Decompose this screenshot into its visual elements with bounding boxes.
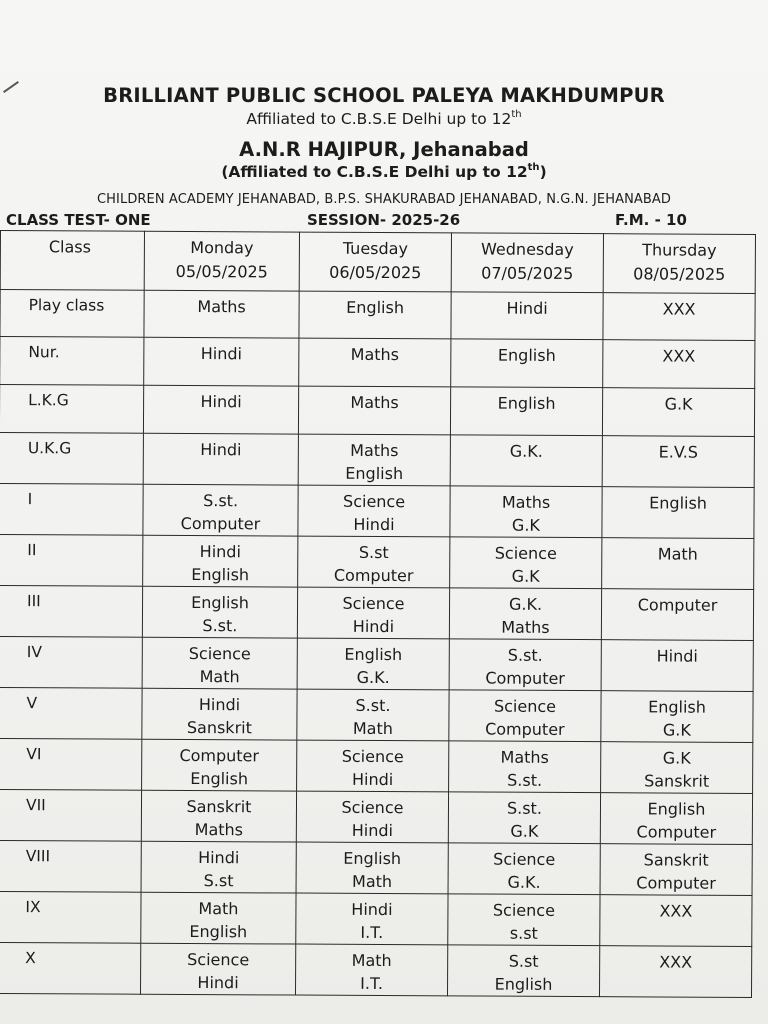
subject-cell-tuesday: [298, 485, 450, 537]
subject-cell-wednesday: [448, 843, 600, 895]
subject-name: Science: [343, 491, 406, 512]
subject-name: Science: [187, 949, 250, 970]
subject-cell-monday: [142, 586, 297, 638]
subject-name: Hindi: [198, 848, 240, 868]
subject-name: Sanskrit: [186, 796, 252, 817]
subject-cell-tuesday: [298, 386, 450, 435]
subject-cell-wednesday: [450, 486, 602, 538]
table-row: [0, 483, 754, 538]
class-cell: VIII: [0, 840, 141, 892]
subject-cell-monday: [143, 385, 298, 434]
subject-name: English: [189, 922, 248, 942]
subject-name: Maths: [350, 344, 400, 365]
class-cell: U.K.G: [0, 432, 143, 484]
subject-name: Maths: [501, 492, 551, 512]
table-row: [0, 942, 752, 997]
subject-cell-tuesday: [297, 587, 449, 639]
affiliation-text-2: (Affiliated to C.B.S.E Delhi up to 12: [221, 163, 528, 181]
subject-cell-thursday: [601, 640, 753, 692]
subject-cell-wednesday: [448, 894, 600, 946]
subject-name: XXX: [659, 952, 693, 972]
subject-cell-thursday: [603, 293, 755, 341]
subject-name: S.st.: [202, 616, 238, 636]
table-row: [0, 385, 755, 437]
timetable-body: [0, 290, 755, 998]
subject-name: S.st: [358, 542, 389, 563]
subject-name: Science: [493, 849, 556, 869]
subject-cell-tuesday: [298, 434, 450, 486]
subject-name: Hindi: [656, 646, 698, 666]
subject-name: XXX: [659, 901, 693, 921]
subject-cell-monday: [142, 739, 297, 791]
subject-name: Math: [198, 899, 239, 919]
table-row: [0, 534, 754, 589]
subject-name: English: [647, 799, 706, 819]
subject-name: Math: [351, 950, 392, 971]
subject-name: English: [191, 593, 249, 613]
subject-name: G.K: [664, 394, 693, 414]
day-date: 05/05/2025: [175, 261, 268, 282]
subject-name: English: [494, 974, 553, 994]
subject-name: Maths: [350, 440, 399, 461]
subject-name: Computer: [179, 745, 260, 766]
table-row: [0, 891, 752, 946]
subject-name: Science: [493, 696, 557, 716]
subject-name: Math: [657, 544, 698, 564]
subject-name: Maths: [197, 297, 246, 317]
subject-name: English: [648, 697, 706, 717]
day-date: 08/05/2025: [633, 264, 726, 284]
subject-cell-thursday: [600, 895, 752, 947]
subject-name: Science: [341, 797, 404, 818]
subject-name: S.st: [203, 871, 234, 891]
day-date: 06/05/2025: [329, 262, 422, 283]
subject-name: S.st.: [506, 798, 542, 818]
subject-name: Computer: [485, 668, 565, 688]
subject-name: English: [497, 345, 556, 365]
class-cell: III: [0, 585, 143, 637]
subject-name: S.st.: [355, 695, 391, 716]
table-row: [0, 432, 754, 487]
subject-name: Science: [188, 643, 251, 664]
subject-cell-monday: [143, 535, 298, 587]
exam-timetable: [0, 230, 756, 998]
subject-cell-tuesday: [296, 893, 448, 945]
subject-cell-monday: [143, 433, 298, 485]
subject-cell-tuesday: [296, 842, 448, 894]
subject-cell-thursday: [603, 340, 755, 389]
subject-cell-wednesday: [450, 537, 602, 589]
subject-name: Computer: [636, 822, 717, 842]
affiliation-sup-1: th: [511, 109, 522, 120]
subject-name: Science: [341, 746, 404, 767]
subject-name: English: [497, 393, 556, 413]
class-cell: I: [0, 483, 143, 535]
class-header: Class: [0, 231, 144, 291]
table-row: [0, 290, 755, 341]
subject-name: Math: [199, 667, 240, 687]
subject-cell-wednesday: [450, 387, 602, 436]
subject-cell-wednesday: [449, 741, 601, 793]
subject-name: s.st: [509, 923, 538, 943]
subject-cell-wednesday: [449, 588, 601, 640]
subject-cell-tuesday: [296, 791, 448, 843]
subject-name: G.K: [510, 821, 539, 841]
subject-cell-wednesday: [449, 639, 601, 691]
subject-cell-tuesday: [298, 536, 450, 588]
subject-cell-thursday: [599, 946, 751, 998]
subject-name: Maths: [350, 392, 399, 413]
subject-name: I.T.: [360, 922, 384, 943]
day-name: Thursday: [642, 240, 717, 260]
subject-cell-monday: [144, 290, 299, 338]
subject-cell-monday: [141, 943, 296, 995]
subject-cell-wednesday: [448, 792, 600, 844]
test-title: CLASS TEST- ONE: [6, 211, 151, 229]
table-row: [0, 738, 753, 793]
subject-name: Math: [352, 871, 393, 892]
subject-name: Maths: [501, 617, 550, 637]
class-cell: II: [0, 534, 143, 586]
affiliation-line-2: [0, 163, 768, 181]
subject-name: G.K: [662, 720, 691, 740]
subject-name: English: [343, 848, 402, 869]
subject-name: S.st.: [507, 770, 543, 790]
subject-name: Computer: [636, 873, 716, 893]
subject-name: Science: [492, 900, 556, 920]
subject-name: Hindi: [351, 899, 393, 920]
affiliation-close-2: ): [539, 163, 547, 181]
table-row: [0, 585, 754, 640]
subject-name: S.st.: [507, 645, 543, 665]
table-row: [0, 840, 752, 895]
affiliation-text-1: Affiliated to C.B.S.E Delhi up to 12: [246, 110, 512, 128]
subject-name: Computer: [333, 565, 414, 586]
subject-name: Maths: [194, 820, 244, 840]
subject-cell-tuesday: [295, 944, 447, 996]
day-header-thursday: [603, 234, 755, 294]
day-date: 07/05/2025: [481, 263, 574, 284]
subject-cell-wednesday: [451, 339, 603, 388]
subject-cell-thursday: [600, 793, 752, 845]
class-cell: VII: [0, 789, 142, 841]
subject-cell-monday: [144, 337, 299, 386]
subject-cell-wednesday: [450, 435, 602, 487]
subject-name: XXX: [662, 299, 696, 319]
subject-name: G.K.: [356, 667, 390, 688]
subject-name: English: [190, 769, 249, 789]
subject-name: G.K.: [508, 594, 543, 614]
branches-line: CHILDREN ACADEMY JEHANABAD, B.P.S. SHAKURABAD JEHANABAD, N.G.N. JEHANABAD: [96, 192, 672, 207]
day-name: Tuesday: [342, 238, 409, 259]
class-cell: X: [0, 942, 141, 994]
subject-name: Hindi: [351, 769, 394, 790]
subject-name: G.K.: [509, 441, 543, 461]
day-header-wednesday: [451, 233, 603, 293]
subject-cell-monday: [141, 790, 296, 842]
subject-name: Hindi: [351, 820, 394, 841]
subject-cell-wednesday: [447, 945, 599, 997]
school-name: BRILLIANT PUBLIC SCHOOL PALEYA MAKHDUMPUR: [103, 84, 665, 107]
table-row: [0, 789, 753, 844]
subject-name: English: [649, 493, 708, 513]
subject-cell-tuesday: [299, 291, 451, 339]
subject-name: G.K: [511, 566, 540, 586]
branch-name: A.N.R HAJIPUR, Jehanabad: [239, 138, 529, 161]
subject-cell-tuesday: [297, 689, 449, 741]
subject-cell-thursday: [601, 691, 753, 743]
class-cell: V: [0, 687, 142, 739]
table-row: [0, 337, 755, 389]
subject-cell-monday: [142, 637, 297, 689]
class-cell: L.K.G: [0, 385, 144, 434]
subject-name: Math: [352, 718, 393, 739]
subject-name: S.st: [508, 951, 539, 971]
subject-cell-thursday: [600, 844, 752, 896]
subject-name: Computer: [637, 595, 718, 615]
subject-name: Hindi: [353, 514, 395, 535]
subject-cell-thursday: [601, 589, 753, 641]
subject-name: G.K.: [507, 872, 541, 892]
subject-name: Hindi: [200, 344, 243, 364]
session-label: SESSION- 2025-26: [307, 211, 461, 229]
subject-name: Sanskrit: [644, 771, 710, 791]
subject-cell-wednesday: [451, 292, 603, 340]
subject-name: English: [191, 565, 250, 585]
subject-name: Sanskrit: [643, 850, 709, 870]
full-marks-label: F.M. - 10: [615, 211, 687, 229]
subject-cell-monday: [141, 892, 296, 944]
class-cell: Nur.: [0, 337, 144, 386]
subject-name: Computer: [180, 513, 261, 534]
subject-cell-monday: [142, 688, 297, 740]
subject-name: XXX: [662, 346, 696, 366]
subject-name: G.K: [511, 515, 540, 535]
subject-name: Hindi: [200, 440, 242, 460]
subject-cell-thursday: [601, 742, 753, 794]
class-cell: Play class: [0, 290, 144, 338]
subject-name: Hindi: [352, 616, 395, 637]
subject-name: Science: [342, 593, 405, 614]
day-name: Wednesday: [481, 239, 574, 260]
subject-name: Computer: [485, 719, 565, 739]
subject-name: Hindi: [199, 542, 241, 562]
subject-name: Hindi: [200, 392, 242, 412]
subject-cell-wednesday: [449, 690, 601, 742]
subject-name: Hindi: [197, 973, 239, 993]
class-cell: IX: [0, 891, 141, 943]
subject-name: S.st.: [203, 491, 239, 511]
class-cell: VI: [0, 738, 142, 790]
subject-cell-thursday: [602, 538, 754, 590]
day-header-tuesday: [299, 232, 451, 292]
subject-name: I.T.: [360, 973, 383, 994]
subject-cell-monday: [141, 841, 296, 893]
header-row: [0, 231, 755, 294]
subject-cell-monday: [143, 484, 298, 536]
subject-name: English: [345, 463, 404, 484]
day-header-monday: [144, 231, 299, 291]
subject-name: G.K: [662, 748, 691, 768]
subject-name: Maths: [500, 747, 549, 767]
subject-name: E.V.S: [658, 442, 699, 462]
subject-name: Sanskrit: [186, 717, 252, 738]
affiliation-line-1: [0, 110, 768, 128]
class-cell: IV: [0, 636, 142, 688]
table-row: [0, 636, 753, 691]
subject-cell-thursday: [602, 487, 754, 539]
subject-cell-tuesday: [297, 638, 449, 690]
subject-name: English: [346, 297, 405, 318]
table-row: [0, 687, 753, 742]
subject-name: Hindi: [198, 695, 241, 715]
affiliation-sup-2: th: [527, 162, 540, 173]
day-name: Monday: [190, 237, 254, 258]
subject-name: English: [344, 644, 403, 665]
subject-cell-thursday: [602, 388, 754, 437]
subject-cell-tuesday: [297, 740, 449, 792]
subject-name: Hindi: [506, 298, 548, 318]
subject-cell-thursday: [602, 436, 754, 488]
subject-cell-tuesday: [299, 338, 451, 387]
subject-name: Science: [494, 543, 557, 563]
